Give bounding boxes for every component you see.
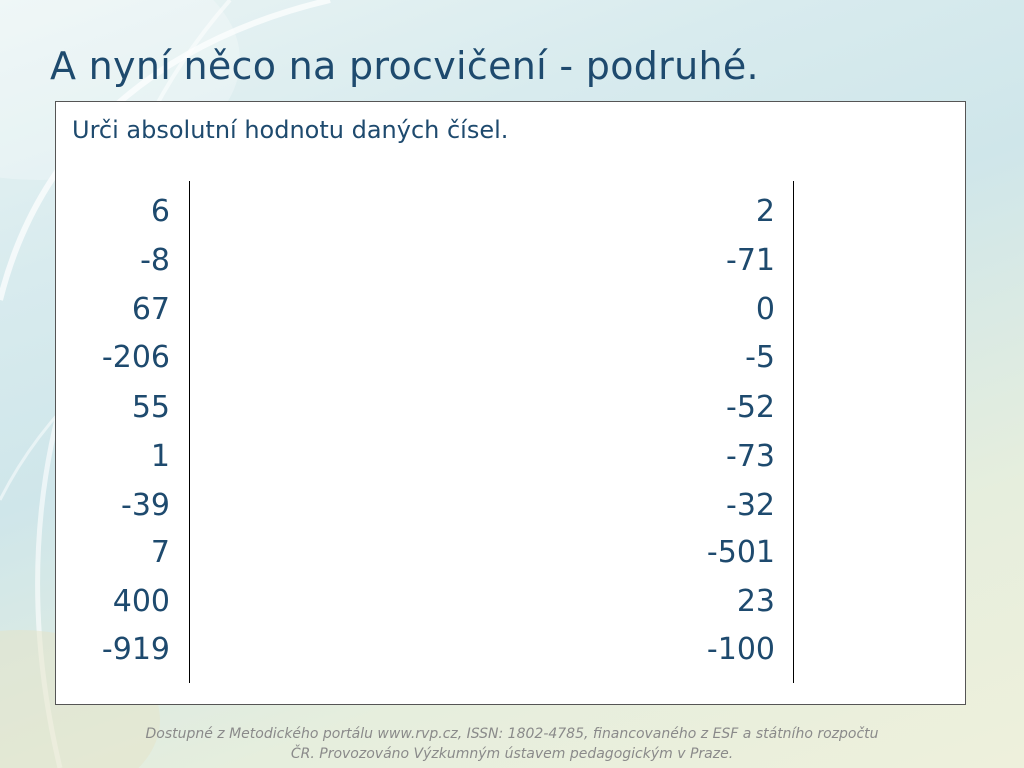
left-number-item: 6 — [150, 194, 170, 229]
right-number-item: 23 — [736, 584, 775, 619]
left-number-item: 7 — [150, 535, 170, 570]
right-number-item: -100 — [706, 632, 775, 667]
left-column-line — [189, 181, 190, 683]
right-number-item: -501 — [706, 535, 775, 570]
exercise-box — [55, 101, 966, 705]
footer-line-2: ČR. Provozováno Výzkumným ústavem pedagogickým v Praze. — [290, 746, 734, 762]
left-number-item: 55 — [131, 390, 170, 425]
right-number-item: -32 — [726, 488, 775, 523]
right-number-item: 0 — [755, 292, 775, 327]
left-number-item: -206 — [101, 340, 170, 375]
left-number-item: 400 — [112, 584, 170, 619]
right-number-item: -52 — [726, 390, 775, 425]
right-number-item: 2 — [755, 194, 775, 229]
right-column-line — [793, 181, 794, 683]
left-number-item: -39 — [121, 488, 170, 523]
left-number-item: 67 — [131, 292, 170, 327]
right-number-item: -73 — [726, 439, 775, 474]
task-instruction: Urči absolutní hodnotu daných čísel. — [72, 116, 509, 144]
footer-line-1: Dostupné z Metodického portálu www.rvp.cz, ISSN: 1802-4785, financovaného z ESF a státního rozpočtu — [145, 726, 879, 742]
right-number-item: -71 — [726, 243, 775, 278]
footer-credit — [0, 724, 1024, 764]
left-number-item: 1 — [150, 439, 170, 474]
slide-title: A nyní něco na procvičení - podruhé. — [50, 44, 759, 88]
left-number-item: -919 — [101, 632, 170, 667]
left-number-item: -8 — [140, 243, 170, 278]
right-number-item: -5 — [745, 340, 775, 375]
